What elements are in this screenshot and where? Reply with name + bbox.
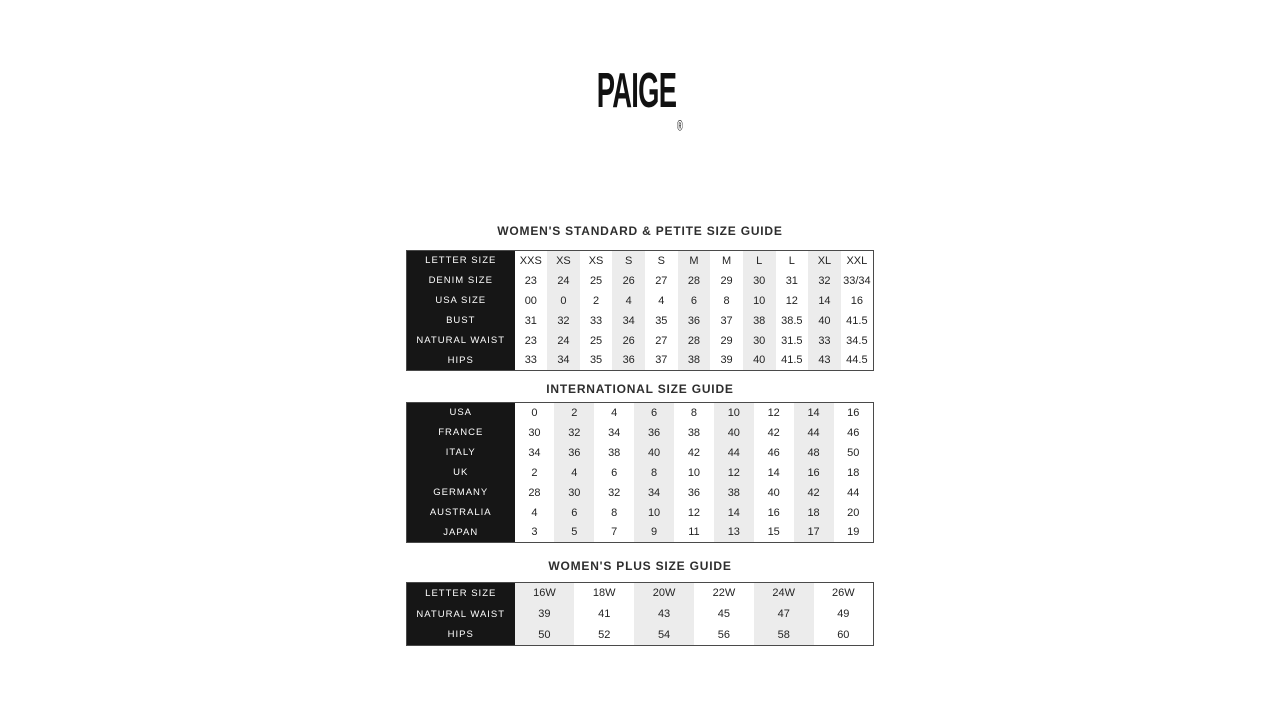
size-cell: 10 [687, 466, 701, 479]
size-cell: 32 [608, 486, 621, 499]
size-cell: 20 [847, 506, 860, 519]
size-cell: 36 [687, 486, 701, 499]
size-table [406, 582, 874, 646]
size-cell: 00 [524, 294, 537, 307]
size-cell: 41.5 [781, 354, 803, 367]
size-cell: 43 [634, 604, 694, 625]
size-cell: 42 [767, 426, 780, 439]
table-row [407, 311, 874, 331]
size-cell: 15 [767, 526, 780, 539]
size-cell: 29 [720, 334, 733, 347]
table-row [407, 443, 874, 463]
size-cell: 39 [720, 354, 733, 367]
size-cell: 43 [808, 351, 841, 371]
row-label-cell: GERMANY [407, 483, 515, 503]
size-cell: XS [547, 251, 580, 271]
size-cell: 49 [837, 608, 850, 620]
size-cell: 25 [589, 274, 603, 287]
brand-name: PAIGE [596, 64, 677, 119]
size-cell: 4 [658, 294, 665, 307]
row-label-cell: USA SIZE [407, 291, 515, 311]
size-cell: 33 [589, 314, 603, 327]
row-label-cell: JAPAN [407, 523, 515, 543]
table-row [407, 625, 874, 646]
size-cell: 6 [554, 503, 594, 523]
size-cell: 46 [847, 426, 860, 439]
size-cell: 14 [767, 466, 780, 479]
row-label-cell: BUST [407, 311, 515, 331]
size-cell: 17 [794, 523, 834, 543]
size-cell: 9 [634, 523, 674, 543]
size-cell: 34 [528, 446, 541, 459]
size-cell: 45 [717, 608, 731, 620]
size-cell: XS [588, 254, 604, 267]
size-cell: 27 [655, 274, 668, 287]
size-cell: 12 [687, 506, 701, 519]
plus-size-guide-section [406, 559, 874, 646]
size-cell: 42 [794, 483, 834, 503]
size-cell: 0 [531, 406, 538, 419]
size-cell: 29 [720, 274, 733, 287]
size-cell: 11 [688, 526, 700, 539]
size-cell: 16 [767, 506, 780, 519]
size-cell: 26 [612, 331, 645, 351]
international-size-guide-section [406, 382, 874, 543]
size-cell: 38 [714, 483, 754, 503]
size-cell: 41 [598, 608, 611, 620]
size-cell: 38.5 [781, 314, 803, 327]
international-guide-title: INTERNATIONAL SIZE GUIDE [546, 382, 734, 396]
size-cell: 31 [785, 274, 798, 287]
size-cell: 36 [554, 443, 594, 463]
size-cell: 42 [687, 446, 701, 459]
size-cell: 6 [634, 403, 674, 423]
size-cell: 12 [785, 294, 798, 307]
size-cell: 28 [528, 486, 541, 499]
table-row [407, 423, 874, 443]
size-cell: 56 [717, 628, 731, 641]
size-cell: 4 [554, 463, 594, 483]
standard-petite-size-guide-section [406, 224, 874, 371]
size-cell: 36 [634, 423, 674, 443]
size-cell: 32 [547, 311, 580, 331]
row-label-cell: UK [407, 463, 515, 483]
size-cell: 3 [531, 526, 538, 539]
size-cell: 2 [593, 294, 600, 307]
size-cell: 8 [723, 294, 730, 307]
row-label-cell: DENIM SIZE [407, 271, 515, 291]
row-label-cell: ITALY [407, 443, 515, 463]
size-cell: 2 [531, 466, 538, 479]
table-row [407, 483, 874, 503]
size-cell: 24W [754, 583, 814, 604]
size-cell: 14 [794, 403, 834, 423]
size-cell: 13 [714, 523, 754, 543]
paige-logo [597, 64, 683, 134]
size-cell: 38 [608, 446, 621, 459]
size-cell: 14 [714, 503, 754, 523]
size-cell: 34.5 [846, 334, 868, 347]
size-cell: 19 [847, 526, 860, 539]
size-cell: S [657, 254, 665, 267]
table-row [407, 331, 874, 351]
size-cell: 33/34 [843, 274, 871, 287]
size-cell: 24 [547, 271, 580, 291]
table-row [407, 251, 874, 271]
table-row [407, 351, 874, 371]
size-cell: M [721, 254, 732, 267]
size-cell: XXS [519, 254, 542, 267]
size-cell: L [743, 251, 776, 271]
size-cell: 28 [678, 271, 711, 291]
size-cell: 12 [714, 463, 754, 483]
size-cell: 18W [592, 587, 616, 600]
size-cell: 23 [524, 274, 537, 287]
size-cell: 38 [678, 351, 711, 371]
size-cell: 8 [634, 463, 674, 483]
table-row [407, 523, 874, 543]
size-cell: 44.5 [846, 354, 868, 367]
size-cell: 33 [524, 354, 537, 367]
size-cell: 40 [767, 486, 780, 499]
size-cell: 18 [794, 503, 834, 523]
size-cell: 34 [612, 311, 645, 331]
size-cell: 25 [589, 334, 603, 347]
size-cell: 30 [554, 483, 594, 503]
size-table [406, 250, 874, 371]
standard-petite-guide-title: WOMEN'S STANDARD & PETITE SIZE GUIDE [497, 224, 783, 238]
size-cell: 47 [754, 604, 814, 625]
size-cell: 40 [714, 423, 754, 443]
size-cell: 52 [598, 628, 611, 641]
size-cell: 50 [515, 625, 575, 646]
size-cell: 30 [528, 426, 541, 439]
size-cell: 32 [808, 271, 841, 291]
size-cell: 16 [794, 463, 834, 483]
row-label-cell: HIPS [407, 625, 515, 646]
size-cell: 5 [554, 523, 594, 543]
size-cell: 12 [767, 406, 780, 419]
size-cell: 16 [850, 294, 863, 307]
size-cell: 58 [754, 625, 814, 646]
table-row [407, 463, 874, 483]
row-label-cell: USA [407, 403, 515, 423]
size-cell: 60 [837, 628, 850, 641]
size-guide-page [406, 0, 874, 646]
size-cell: 40 [808, 311, 841, 331]
size-cell: 31 [524, 314, 537, 327]
size-cell: 38 [743, 311, 776, 331]
size-cell: 28 [678, 331, 711, 351]
size-cell: 7 [611, 526, 618, 539]
size-cell: 16W [515, 583, 575, 604]
table-row [407, 291, 874, 311]
size-cell: 54 [634, 625, 694, 646]
size-cell: 18 [847, 466, 860, 479]
size-cell: 6 [678, 291, 711, 311]
size-cell: 37 [655, 354, 668, 367]
row-label-cell: NATURAL WAIST [407, 604, 515, 625]
size-cell: 34 [634, 483, 674, 503]
size-cell: 26W [832, 587, 855, 600]
table-row [407, 583, 874, 604]
size-cell: 48 [794, 443, 834, 463]
size-cell: 14 [808, 291, 841, 311]
size-cell: 34 [608, 426, 621, 439]
size-cell: 4 [531, 506, 538, 519]
size-cell: 22W [712, 587, 736, 600]
size-cell: 30 [743, 331, 776, 351]
size-cell: 50 [847, 446, 860, 459]
row-label-cell: LETTER SIZE [407, 583, 515, 604]
size-cell: 41.5 [846, 314, 868, 327]
size-cell: 27 [655, 334, 668, 347]
brand-header [406, 0, 874, 135]
size-cell: 10 [743, 291, 776, 311]
size-cell: 44 [794, 423, 834, 443]
size-cell: 35 [655, 314, 668, 327]
table-row [407, 271, 874, 291]
size-cell: 10 [634, 503, 674, 523]
row-label-cell: NATURAL WAIST [407, 331, 515, 351]
size-cell: 40 [634, 443, 674, 463]
size-cell: 31.5 [781, 334, 803, 347]
standard-petite-size-table-container [406, 250, 874, 371]
size-cell: 20W [634, 583, 694, 604]
size-cell: 39 [515, 604, 575, 625]
size-cell: S [612, 251, 645, 271]
size-cell: 44 [714, 443, 754, 463]
plus-size-table-container [406, 582, 874, 646]
row-label-cell: AUSTRALIA [407, 503, 515, 523]
size-cell: 24 [547, 331, 580, 351]
table-row [407, 503, 874, 523]
size-cell: 8 [690, 406, 697, 419]
size-cell: 26 [612, 271, 645, 291]
size-cell: 23 [524, 334, 537, 347]
size-cell: XXL [846, 254, 868, 267]
size-cell: 0 [547, 291, 580, 311]
plus-guide-title: WOMEN'S PLUS SIZE GUIDE [548, 559, 732, 573]
size-cell: 30 [743, 271, 776, 291]
size-cell: 36 [678, 311, 711, 331]
size-cell: 35 [589, 354, 603, 367]
size-cell: 46 [767, 446, 780, 459]
registered-trademark-mark: ® [677, 118, 684, 135]
size-cell: L [788, 254, 795, 267]
table-row [407, 604, 874, 625]
size-cell: 34 [547, 351, 580, 371]
size-cell: 10 [714, 403, 754, 423]
size-cell: 36 [612, 351, 645, 371]
size-cell: 37 [720, 314, 733, 327]
size-cell: 32 [554, 423, 594, 443]
size-cell: 8 [611, 506, 618, 519]
international-size-table-container [406, 402, 874, 543]
size-cell: 38 [687, 426, 701, 439]
size-cell: 6 [611, 466, 618, 479]
row-label-cell: HIPS [407, 351, 515, 371]
size-cell: M [678, 251, 711, 271]
row-label-cell: FRANCE [407, 423, 515, 443]
size-cell: 4 [612, 291, 645, 311]
size-cell: 33 [808, 331, 841, 351]
size-cell: XL [808, 251, 841, 271]
table-row [407, 403, 874, 423]
size-table [406, 402, 874, 543]
size-cell: 44 [847, 486, 860, 499]
size-cell: 4 [611, 406, 618, 419]
size-cell: 2 [554, 403, 594, 423]
size-cell: 16 [847, 406, 860, 419]
size-cell: 40 [743, 351, 776, 371]
row-label-cell: LETTER SIZE [407, 251, 515, 271]
